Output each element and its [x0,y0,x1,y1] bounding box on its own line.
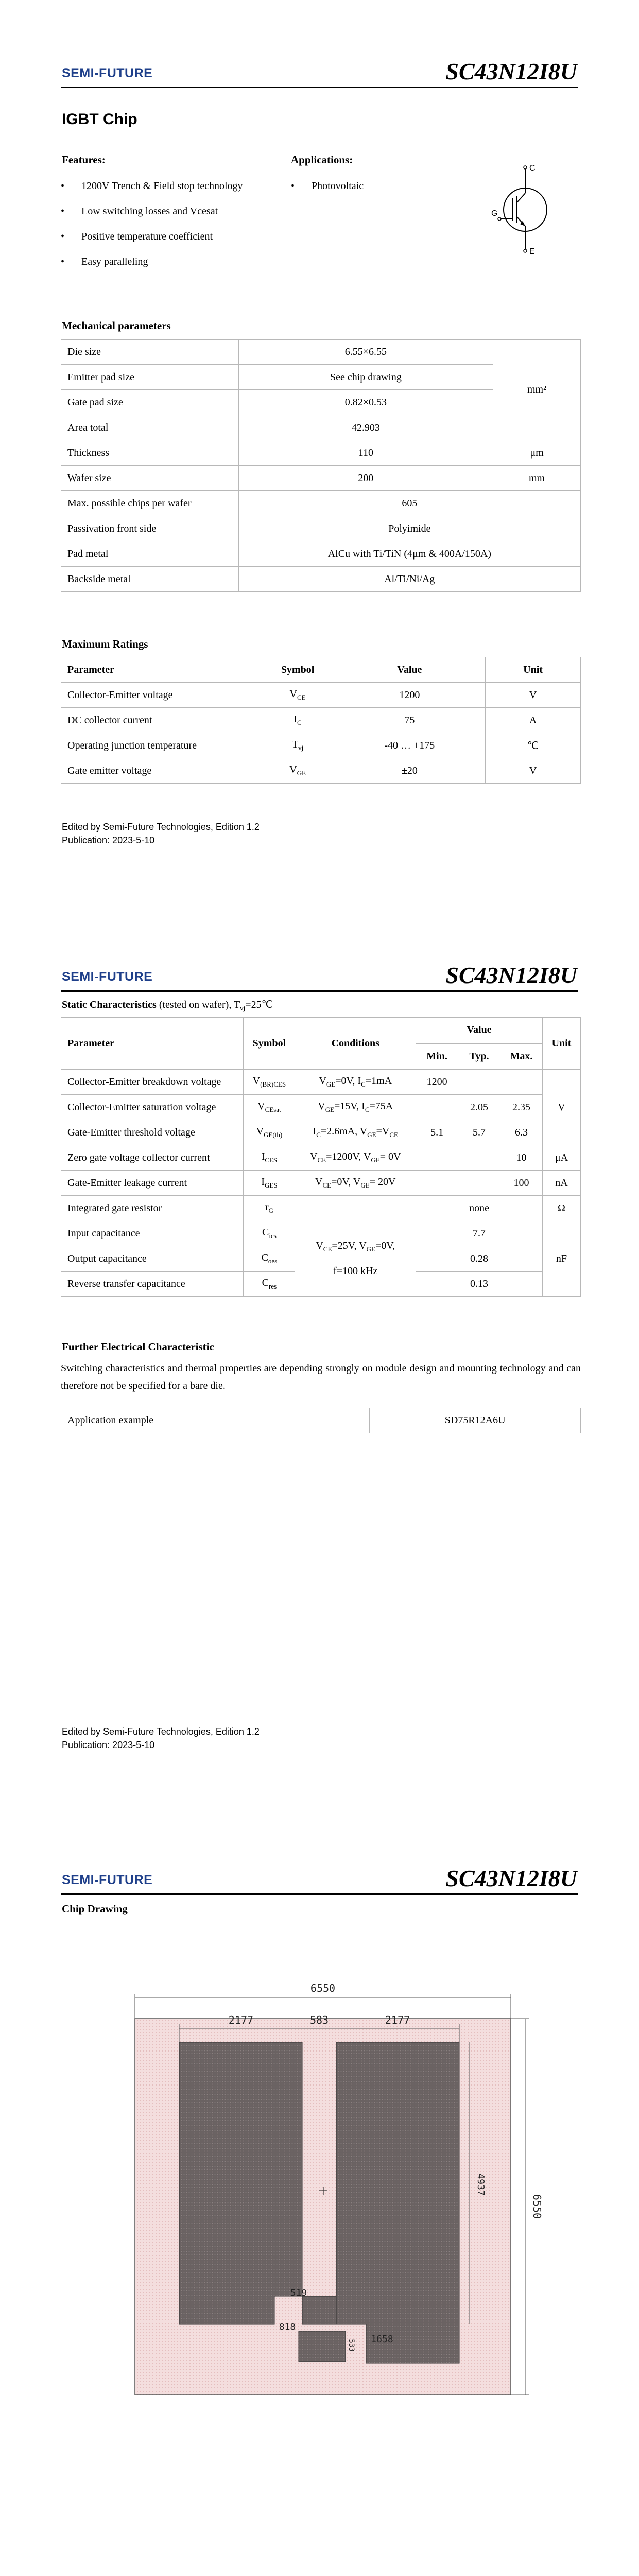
table-header-row: Parameter Symbol Conditions Value Unit [61,1018,581,1044]
symbol-cell: $C_{ies}$ [244,1221,295,1246]
conditions-cell: $V_{CE}=0V$, $V_{GE}= 20V$ [295,1171,416,1196]
max-ratings-title: Maximum Ratings [62,638,148,650]
footer-publication: Publication: 2023-5-10 [62,1740,155,1750]
param-cell: Collector-Emitter breakdown voltage [61,1070,244,1095]
part-number: SC43N12I8U [445,58,577,84]
svg-text:583: 583 [309,2014,329,2026]
page-title: IGBT Chip [62,111,137,128]
table-row [61,1145,581,1171]
svg-text:4937: 4937 [475,2173,486,2196]
page-1 [0,0,639,904]
svg-text:2177: 2177 [385,2014,410,2026]
unit-cell: nA [542,1171,580,1196]
symbol-cell: $V_{GE(th)}$ [244,1120,295,1145]
table-row: Gate pad size 0.82×0.53 [61,390,581,415]
igbt-symbol-icon [489,162,556,255]
param-cell: Gate-Emitter leakage current [61,1171,244,1196]
table-row: Area total 42.903 [61,415,581,440]
param-cell: Gate-Emitter threshold voltage [61,1120,244,1145]
chip-drawing-title: Chip Drawing [62,1903,128,1915]
static-title: Static Characteristics (tested on wafer), $T_{vj}=25℃$ [62,999,273,1012]
max-cell: 10 [500,1145,543,1171]
further-title: Further Electrical Characteristic [62,1341,214,1353]
table-row [61,1120,581,1145]
table-row: DC collector current $I_C$ 75 A [61,708,581,733]
table-row [61,1095,581,1120]
footer-edition: Edited by Semi-Future Technologies, Edition 1.2 [62,1726,260,1737]
conditions-cell [295,1196,416,1221]
emitter-pad-right [336,2042,459,2363]
typ-cell [458,1070,500,1095]
header-rule [61,87,578,88]
emitter-pad [179,2042,302,2324]
max-cell [500,1070,543,1095]
symbol-cell: $r_G$ [244,1196,295,1221]
typ-cell [458,1145,500,1171]
param-cell: Reverse transfer capacitance [61,1272,244,1297]
min-cell [416,1145,458,1171]
conditions-cell: $V_{CE}=25V$, $V_{GE}=0V$, f=100 kHz [295,1221,416,1297]
symbol-cell: $C_{oes}$ [244,1246,295,1272]
further-text: Switching characteristics and thermal properties are depending strongly on module design and mounting technology and can therefore not be specified for a bare die. [61,1363,581,1392]
table-row: Operating junction temperature $T_{vj}$ -40 … +175 ℃ [61,733,581,758]
param-cell: Output capacitance [61,1246,244,1272]
param-cell: Collector-Emitter saturation voltage [61,1095,244,1120]
param-cell: Integrated gate resistor [61,1196,244,1221]
table-row: Die size 6.55×6.55 mm² [61,340,581,365]
symbol-cell: $V_{CEsat}$ [244,1095,295,1120]
typ-cell: 0.28 [458,1246,500,1272]
min-cell [416,1246,458,1272]
typ-cell: 5.7 [458,1120,500,1145]
svg-text:818: 818 [279,2321,296,2332]
conditions-cell: $V_{CE}=1200V$, $V_{GE}= 0V$ [295,1145,416,1171]
typ-cell: none [458,1196,500,1221]
typ-cell: 2.05 [458,1095,500,1120]
company-logo: SEMI-FUTURE [62,970,153,984]
unit-cell: V [542,1070,580,1145]
applications-list [291,174,364,199]
part-number: SC43N12I8U [445,962,577,988]
svg-text:1658: 1658 [371,2334,393,2345]
table-row: Emitter pad size See chip drawing [61,365,581,390]
min-cell [416,1095,458,1120]
feature-item: • 1200V Trench & Field stop technology [61,174,243,199]
conditions-cell: $V_{GE}=0V$, $I_C=1mA$ [295,1070,416,1095]
table-row: Collector-Emitter voltage $V_{CE}$ 1200 V [61,683,581,708]
min-cell [416,1171,458,1196]
typ-cell: 7.7 [458,1221,500,1246]
svg-text:G: G [491,209,498,218]
min-cell: 1200 [416,1070,458,1095]
footer-edition: Edited by Semi-Future Technologies, Edition 1.2 [62,822,260,832]
param-cell: Input capacitance [61,1221,244,1246]
features-title: Features: [62,154,106,166]
company-logo: SEMI-FUTURE [62,1873,153,1887]
features-list [61,174,243,275]
mechanical-title: Mechanical parameters [62,319,171,332]
application-item: • Photovoltaic [291,174,364,199]
min-cell [416,1196,458,1221]
max-ratings-table [61,657,581,784]
max-cell: 100 [500,1171,543,1196]
table-row: Pad metal AlCu with Ti/TiN (4μm & 400A/150A) [61,541,581,567]
table-header-row: Min. Typ. Max. [61,1043,581,1070]
conditions-cell: $I_C=2.6mA$, $V_{GE}=V_{CE}$ [295,1120,416,1145]
table-row: Thickness 110 μm [61,440,581,466]
max-cell: 6.3 [500,1120,543,1145]
svg-text:C: C [529,164,536,173]
table-header-row: Parameter Symbol Value Unit [61,657,581,683]
gate-pad [299,2331,346,2362]
svg-text:2177: 2177 [228,2014,254,2026]
part-number: SC43N12I8U [445,1865,577,1891]
typ-cell: 0.13 [458,1272,500,1297]
max-cell: 2.35 [500,1095,543,1120]
applications-title: Applications: [291,154,353,166]
table-row: Passivation front side Polyimide [61,516,581,541]
page-3 [0,1807,639,2576]
typ-cell [458,1171,500,1196]
table-row: Application example SD75R12A6U [61,1408,581,1433]
header-rule [61,1893,578,1895]
table-row: Wafer size 200 mm [61,466,581,491]
max-cell [500,1221,543,1246]
table-row [61,1070,581,1095]
mechanical-table [61,339,581,592]
page-2 [0,904,639,1807]
static-table [61,1017,581,1297]
application-table [61,1408,581,1433]
footer [62,1725,260,1752]
min-cell [416,1221,458,1246]
table-row: Backside metal Al/Ti/Ni/Ag [61,567,581,592]
svg-text:533: 533 [347,2338,355,2352]
table-row: Max. possible chips per wafer 605 [61,491,581,516]
footer-publication: Publication: 2023-5-10 [62,835,155,845]
unit-cell: Ω [542,1196,580,1221]
svg-text:E: E [529,247,535,256]
unit-cell: nF [542,1221,580,1297]
company-logo: SEMI-FUTURE [62,66,153,80]
feature-item: • Low switching losses and Vcesat [61,199,243,224]
feature-item: • Easy paralleling [61,249,243,275]
table-row: Gate emitter voltage $V_{GE}$ ±20 V [61,758,581,784]
header-rule [61,990,578,992]
symbol-cell: $I_{CES}$ [244,1145,295,1171]
symbol-cell: $C_{res}$ [244,1272,295,1297]
conditions-cell: $V_{GE}=15V$, $I_C=75A$ [295,1095,416,1120]
unit-cell: μA [542,1145,580,1171]
footer [62,820,260,847]
svg-text:6550: 6550 [531,2194,543,2219]
table-row [61,1196,581,1221]
svg-text:519: 519 [290,2287,307,2298]
min-cell: 5.1 [416,1120,458,1145]
max-cell [500,1272,543,1297]
feature-item: • Positive temperature coefficient [61,224,243,249]
symbol-cell: $I_{GES}$ [244,1171,295,1196]
chip-drawing [124,1972,543,2400]
min-cell [416,1272,458,1297]
svg-text:6550: 6550 [310,1982,336,1994]
table-row [61,1221,581,1246]
symbol-cell: $V_{(BR)CES}$ [244,1070,295,1095]
param-cell: Zero gate voltage collector current [61,1145,244,1171]
table-row [61,1171,581,1196]
max-cell [500,1196,543,1221]
max-cell [500,1246,543,1272]
